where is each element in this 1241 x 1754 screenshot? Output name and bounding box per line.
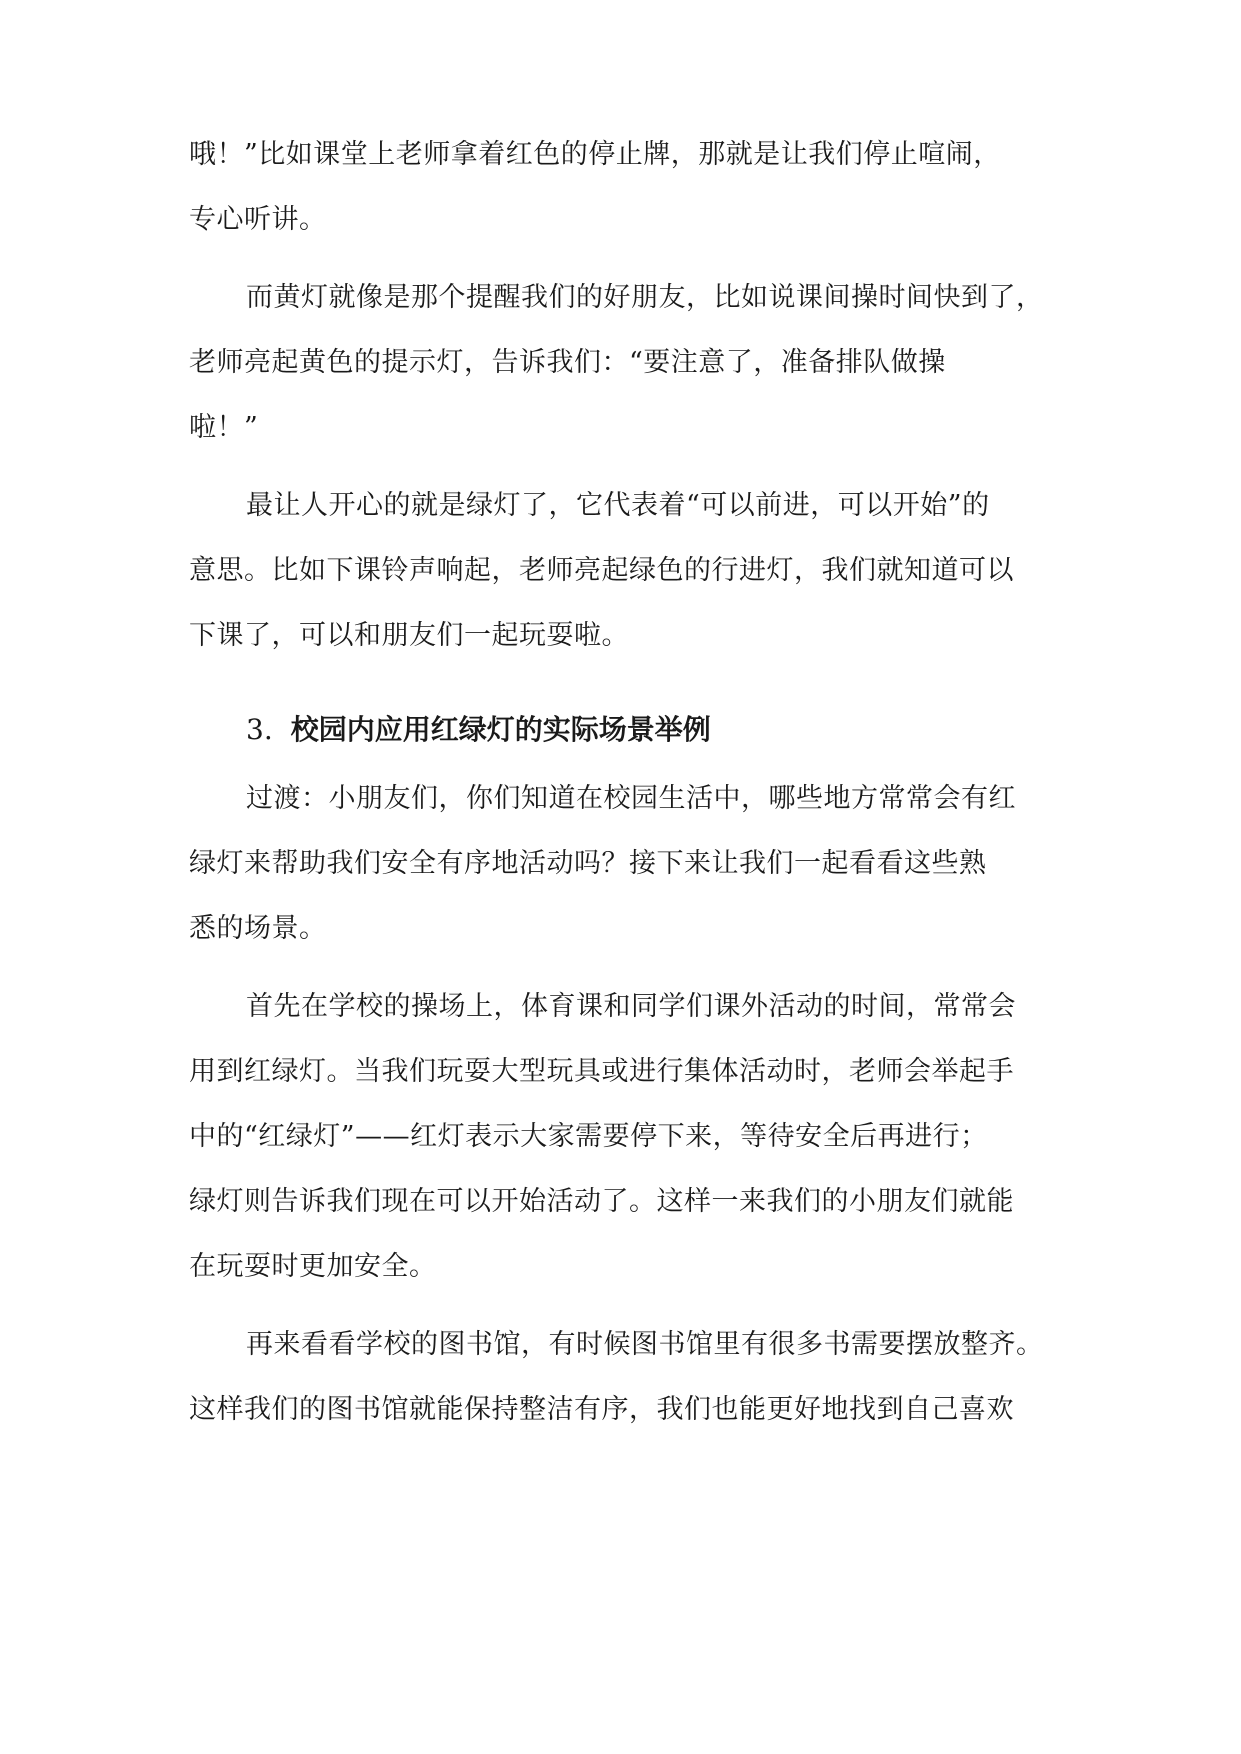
section-title: 校园内应用红绿灯的实际场景举例 [290,713,711,746]
text-line: 绿灯则告诉我们现在可以开始活动了。这样一来我们的小朋友们就能 [189,1186,1014,1217]
text-line: 悉的场景。 [189,913,327,944]
text-line: 最让人开心的就是绿灯了，它代表着“可以前进，可以开始”的 [246,490,990,521]
text-line: 哦！”比如课堂上老师拿着红色的停止牌，那就是让我们停止喧闹， [189,139,1001,170]
text-line: 绿灯来帮助我们安全有序地活动吗？接下来让我们一起看看这些熟 [189,848,987,879]
text-line: 过渡：小朋友们，你们知道在校园生活中，哪些地方常常会有红 [246,783,1016,814]
text-line: 而黄灯就像是那个提醒我们的好朋友，比如说课间操时间快到了， [246,282,1044,313]
text-line: 首先在学校的操场上，体育课和同学们课外活动的时间，常常会 [246,991,1016,1022]
section-heading [246,712,711,748]
section-number: 3. [246,713,273,746]
text-line: 再来看看学校的图书馆，有时候图书馆里有很多书需要摆放整齐。 [246,1329,1044,1360]
text-line: 意思。比如下课铃声响起，老师亮起绿色的行进灯，我们就知道可以 [189,555,1014,586]
text-line: 下课了，可以和朋友们一起玩耍啦。 [189,620,629,651]
text-line: 啦！” [189,412,259,443]
text-line: 老师亮起黄色的提示灯，告诉我们：“要注意了，准备排队做操 [189,347,946,378]
text-line: 用到红绿灯。当我们玩耍大型玩具或进行集体活动时，老师会举起手 [189,1056,1014,1087]
text-line: 在玩耍时更加安全。 [189,1251,437,1282]
text-line: 这样我们的图书馆就能保持整洁有序，我们也能更好地找到自己喜欢 [189,1394,1014,1425]
text-line: 专心听讲。 [189,204,327,235]
text-line: 中的“红绿灯”——红灯表示大家需要停下来，等待安全后再进行； [189,1121,988,1152]
